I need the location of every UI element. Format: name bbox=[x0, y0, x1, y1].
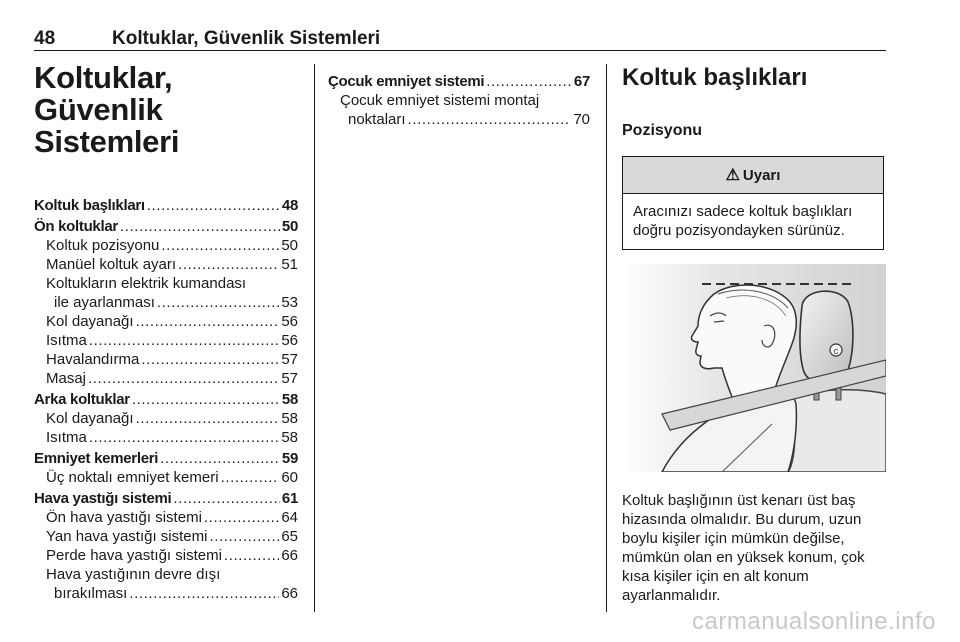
toc-entry[interactable] bbox=[34, 584, 298, 603]
toc-leader-dots bbox=[204, 508, 279, 527]
headrest-illustration bbox=[622, 264, 886, 472]
toc-leader-dots bbox=[157, 293, 279, 312]
page-number: 48 bbox=[34, 28, 56, 49]
toc-entry-page: 60 bbox=[281, 469, 298, 486]
toc-entry-page: 64 bbox=[281, 509, 298, 526]
chapter-title bbox=[34, 62, 298, 158]
toc-leader-dots bbox=[486, 72, 572, 91]
toc-entry-label: Kol dayanağı bbox=[46, 313, 134, 330]
toc-entry-label: Ön hava yastığı sistemi bbox=[46, 509, 202, 526]
toc-entry-label: Koltuk başlıkları bbox=[34, 197, 145, 214]
toc-entry-label: noktaları bbox=[348, 111, 406, 128]
toc-entry-page: 50 bbox=[281, 237, 298, 254]
toc-entry-label: Üç noktalı emniyet kemeri bbox=[46, 469, 219, 486]
toc-leader-dots bbox=[160, 449, 280, 468]
toc-entry[interactable] bbox=[34, 468, 298, 487]
toc-entry-line: Hava yastığının devre dışı bbox=[46, 566, 221, 583]
toc-leader-dots bbox=[408, 110, 572, 129]
toc-entry-label: Çocuk emniyet sistemi bbox=[328, 73, 485, 90]
toc-entry[interactable] bbox=[34, 409, 298, 428]
toc-leader-dots bbox=[161, 236, 279, 255]
toc-entry[interactable] bbox=[34, 428, 298, 447]
toc-leader-dots bbox=[88, 369, 279, 388]
section-title: Koltuk başlıkları bbox=[622, 64, 808, 91]
toc-leader-dots bbox=[178, 255, 279, 274]
toc-entry-page: 58 bbox=[281, 391, 298, 408]
toc-leader-dots bbox=[120, 217, 280, 236]
toc-entry-label: Havalandırma bbox=[46, 351, 140, 368]
toc-entry-label: Yan hava yastığı sistemi bbox=[46, 528, 208, 545]
toc-entry-page: 67 bbox=[573, 73, 590, 90]
toc-entry[interactable] bbox=[34, 236, 298, 255]
toc-entry[interactable] bbox=[34, 350, 298, 369]
column-divider-1 bbox=[314, 64, 315, 612]
toc-entry-label: Masaj bbox=[46, 370, 87, 387]
warning-triangle-icon: ⚠ bbox=[725, 167, 740, 184]
toc-leader-dots bbox=[136, 409, 280, 428]
watermark: carmanualsonline.info bbox=[692, 608, 936, 635]
toc-entry-page: 57 bbox=[281, 351, 298, 368]
chapter-title-line1: Koltuklar, Güvenlik bbox=[34, 60, 173, 127]
toc-entry-label: Perde hava yastığı sistemi bbox=[46, 547, 222, 564]
toc-entry-page: 61 bbox=[281, 490, 298, 507]
table-of-contents bbox=[34, 196, 298, 603]
toc-leader-dots bbox=[224, 546, 279, 565]
toc-entry-page: 51 bbox=[281, 256, 298, 273]
toc-entry-page: 58 bbox=[281, 410, 298, 427]
toc-entry[interactable] bbox=[34, 312, 298, 331]
toc-entry-label: bırakılması bbox=[54, 585, 128, 602]
toc-entry-label: Isıtma bbox=[46, 332, 87, 349]
toc-entry-page: 58 bbox=[281, 429, 298, 446]
toc-entry[interactable] bbox=[34, 331, 298, 350]
toc-entry-label: Emniyet kemerleri bbox=[34, 450, 159, 467]
toc-entry-label: ile ayarlanması bbox=[54, 294, 155, 311]
toc-section-entry[interactable] bbox=[34, 489, 298, 508]
toc-entry-page: 59 bbox=[281, 450, 298, 467]
chapter-title-line2: Sistemleri bbox=[34, 124, 180, 159]
toc-entry-label: Hava yastığı sistemi bbox=[34, 490, 172, 507]
toc-section-entry[interactable] bbox=[34, 390, 298, 409]
table-of-contents-continued bbox=[328, 72, 590, 129]
toc-entry-page: 65 bbox=[281, 528, 298, 545]
toc-leader-dots bbox=[173, 489, 279, 508]
toc-entry-page: 48 bbox=[281, 197, 298, 214]
content-column bbox=[622, 64, 886, 605]
toc-entry-page: 56 bbox=[281, 313, 298, 330]
page-header bbox=[34, 22, 886, 51]
svg-text:c: c bbox=[833, 346, 839, 356]
toc-entry-line: Koltukların elektrik kumandası bbox=[46, 275, 247, 292]
subsection-title: Pozisyonu bbox=[622, 122, 703, 139]
toc-entry-page: 50 bbox=[281, 218, 298, 235]
toc-column-1 bbox=[34, 62, 298, 603]
toc-entry-page: 66 bbox=[281, 547, 298, 564]
toc-entry-label: Ön koltuklar bbox=[34, 218, 118, 235]
toc-leader-dots bbox=[132, 390, 280, 409]
toc-entry-label: Koltuk pozisyonu bbox=[46, 237, 160, 254]
toc-entry[interactable] bbox=[34, 369, 298, 388]
toc-entry[interactable] bbox=[328, 110, 590, 129]
toc-entry[interactable] bbox=[34, 255, 298, 274]
toc-entry-page: 57 bbox=[281, 370, 298, 387]
toc-leader-dots bbox=[89, 331, 279, 350]
toc-entry-page: 56 bbox=[281, 332, 298, 349]
toc-leader-dots bbox=[136, 312, 280, 331]
toc-leader-dots bbox=[141, 350, 279, 369]
toc-leader-dots bbox=[89, 428, 279, 447]
toc-entry-label: Isıtma bbox=[46, 429, 87, 446]
running-title: Koltuklar, Güvenlik Sistemleri bbox=[112, 28, 381, 49]
warning-title: Uyarı bbox=[742, 166, 781, 184]
toc-entry-label: Kol dayanağı bbox=[46, 410, 134, 427]
warning-box bbox=[622, 156, 884, 250]
toc-entry-label: Manüel koltuk ayarı bbox=[46, 256, 177, 273]
toc-leader-dots bbox=[129, 584, 279, 603]
toc-entry[interactable] bbox=[34, 527, 298, 546]
toc-section-entry[interactable] bbox=[34, 449, 298, 468]
toc-entry[interactable] bbox=[34, 546, 298, 565]
toc-section-entry[interactable] bbox=[328, 72, 590, 91]
toc-entry-line: Çocuk emniyet sistemi montaj bbox=[340, 92, 540, 109]
toc-section-entry[interactable] bbox=[34, 217, 298, 236]
toc-section-entry[interactable] bbox=[34, 196, 298, 215]
toc-column-2 bbox=[328, 72, 590, 129]
toc-entry[interactable] bbox=[34, 293, 298, 312]
warning-header bbox=[623, 157, 883, 194]
toc-entry-label: Arka koltuklar bbox=[34, 391, 130, 408]
toc-entry-page: 70 bbox=[573, 111, 590, 128]
body-paragraph: Koltuk başlığının üst kenarı üst baş hizasında olmalıdır. Bu durum, uzun boylu kişiler için mümkün değilse, mümkün olan en yüksek konum, çok kısa kişiler için en alt konum ayarlanmalıdır. bbox=[622, 492, 865, 604]
toc-entry-page: 53 bbox=[281, 294, 298, 311]
toc-leader-dots bbox=[209, 527, 279, 546]
toc-entry-page: 66 bbox=[281, 585, 298, 602]
toc-leader-dots bbox=[221, 468, 280, 487]
warning-text: Aracınızı sadece koltuk başlıkları doğru pozisyondayken sürünüz. bbox=[633, 203, 853, 239]
toc-leader-dots bbox=[147, 196, 280, 215]
column-divider-2 bbox=[606, 64, 607, 612]
toc-entry[interactable] bbox=[34, 508, 298, 527]
